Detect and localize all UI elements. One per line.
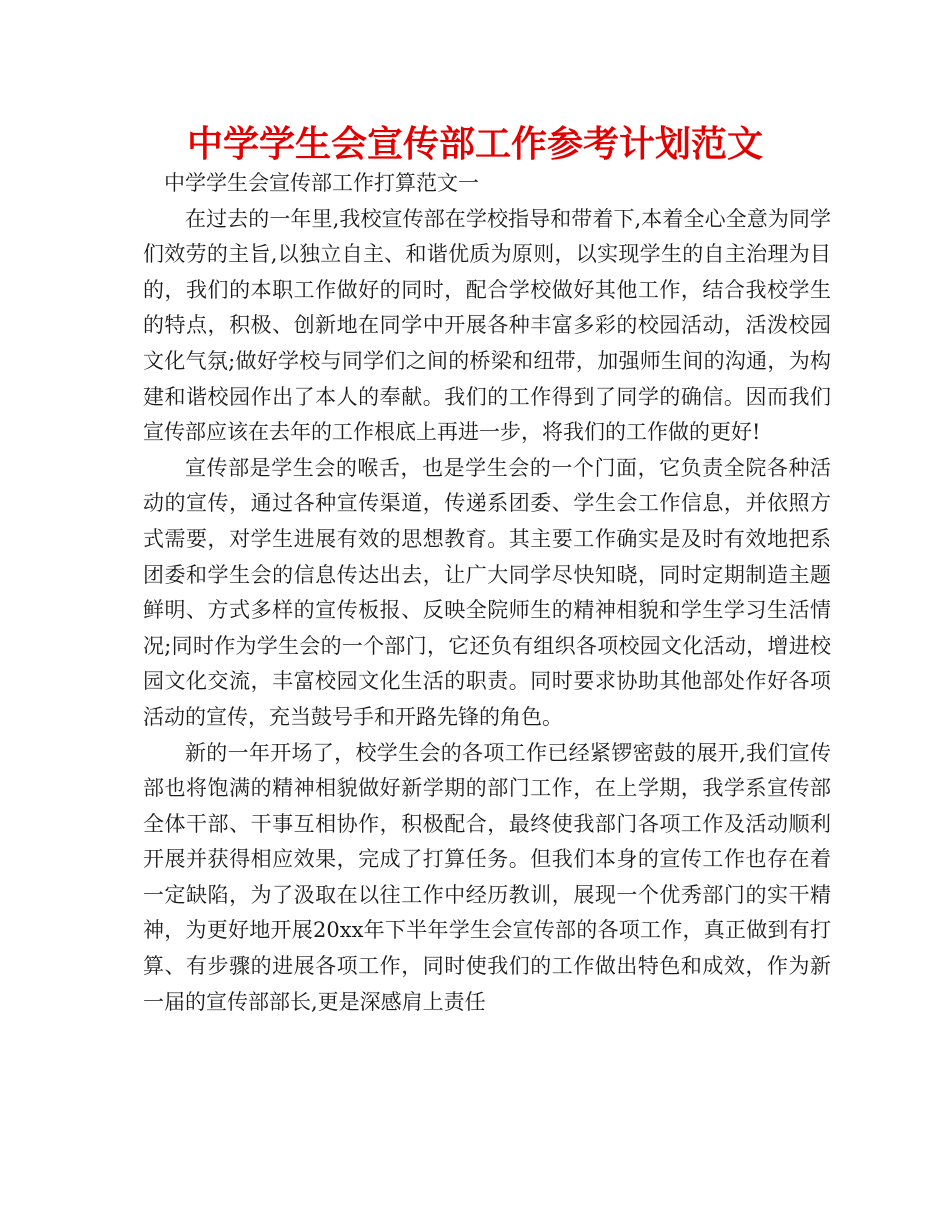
document-subtitle: 中学学生会宣传部工作打算范文一 [164, 171, 479, 195]
paragraph-3: 新的一年开场了，校学生会的各项工作已经紧锣密鼓的展开,我们宣传部也将饱满的精神相貌做好新学期的部门工作，在上学期，我学系宣传部全体干部、干事互相协作，积极配合，最终使我部门各项工作及活动顺利开展并获得相应效果，完成了打算任务。但我们本身的宣传工作也存在着一定缺陷，为了汲取在以往工作中经历教训，展现一个优秀部门的实干精神，为更好地开展20xx年下半年学生会宣传部的各项工作，真正做到有打算、有步骤的进展各项工作，同时使我们的工作做出特色和成效，作为新一届的宣传部部长,更是深感肩上责任 [143, 740, 831, 1014]
paragraph-1: 在过去的一年里,我校宣传部在学校指导和带着下,本着全心全意为同学们效劳的主旨,以独立自主、和谐优质为原则，以实现学生的自主治理为目的，我们的本职工作做好的同时，配合学校做好其他工作，结合我校学生的特点，积极、创新地在同学中开展各种丰富多彩的校园活动，活泼校园文化气氛;做好学校与同学们之间的桥梁和纽带，加强师生间的沟通，为构建和谐校园作出了本人的奉献。我们的工作得到了同学的确信。因而我们宣传部应该在去年的工作根底上再进一步，将我们的工作做的更好! [143, 206, 831, 445]
document-body [143, 166, 831, 1020]
document-title: 中学学生会宣传部工作参考计划范文 [186, 124, 763, 165]
paragraph-2: 宣传部是学生会的喉舌，也是学生会的一个门面，它负责全院各种活动的宣传，通过各种宣传渠道，传递系团委、学生会工作信息，并依照方式需要，对学生进展有效的思想教育。其主要工作确实是及时有效地把系团委和学生会的信息传达出去，让广大同学尽快知晓，同时定期制造主题鲜明、方式多样的宣传板报、反映全院师生的精神相貌和学生学习生活情况;同时作为学生会的一个部门，它还负有组织各项校园文化活动，增进校园文化交流，丰富校园文化生活的职责。同时要求协助其他部处作好各项活动的宣传，充当鼓号手和开路先锋的角色。 [143, 455, 831, 729]
